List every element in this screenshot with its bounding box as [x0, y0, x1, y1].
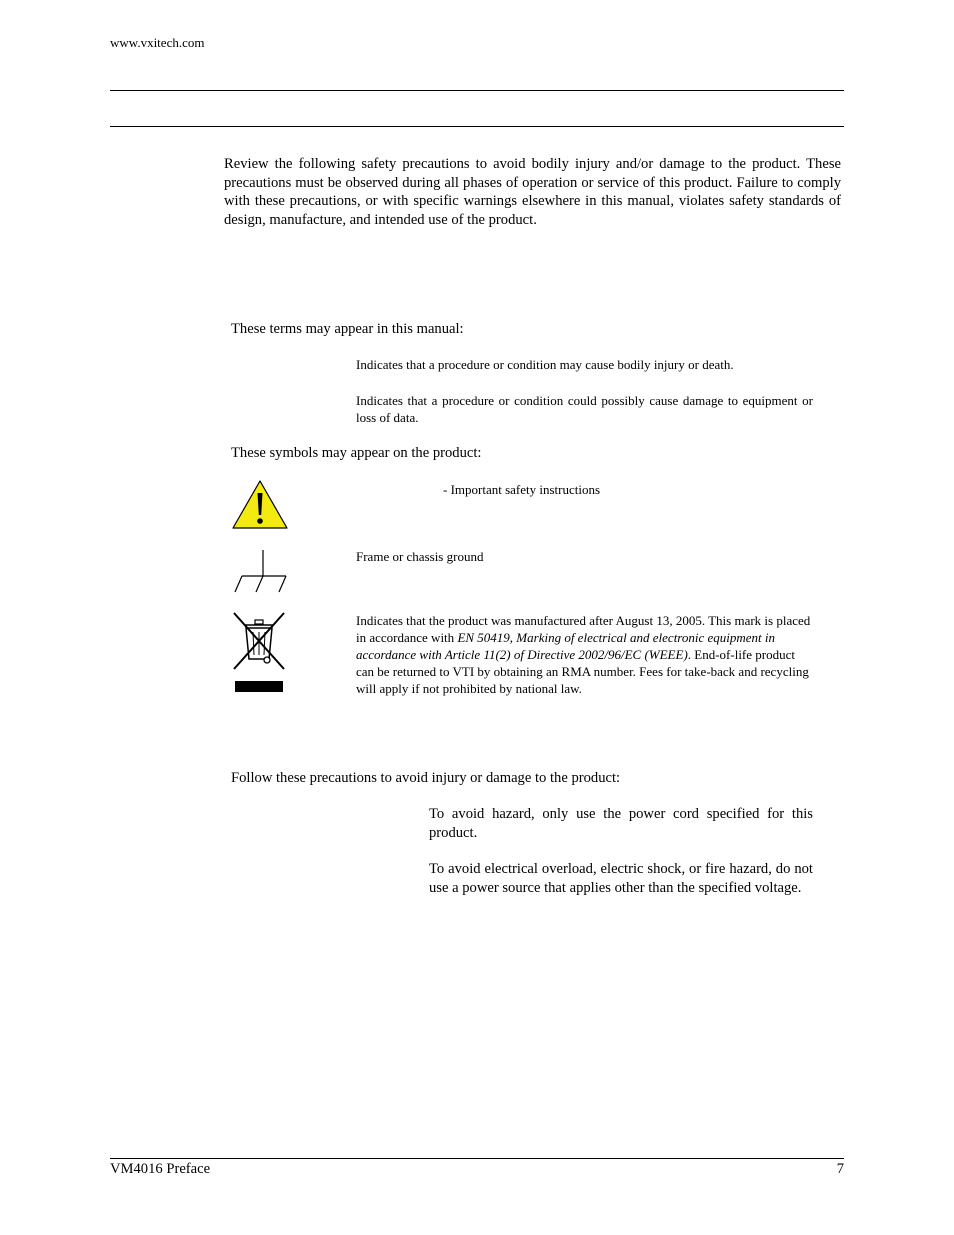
precautions-lead: Follow these precautions to avoid injury or damage to the product:: [231, 770, 621, 786]
header-rule-bottom: [110, 126, 844, 127]
warning-triangle-icon: [230, 479, 290, 531]
header-url: www.vxitech.com: [110, 35, 205, 50]
header-rule-top: [110, 90, 844, 91]
power-source-precaution: To avoid electrical overload, electric shock, or fire hazard, do not use a power source that applies other than the specified voltage.: [429, 861, 813, 896]
intro-paragraph: Review the following safety precautions to avoid bodily injury and/or damage to the product. These precautions must be observed during all phases of operation or service of this product. Failure to comply with these precautions, or with specific warnings elsewhere in this manual, violates safety standards of design, manufacture, and intended use of the product.: [224, 156, 841, 228]
weee-symbol-description: [356, 612, 813, 697]
power-cord-precaution: To avoid hazard, only use the power cord specified for this product.: [429, 806, 813, 841]
caution-definition: Indicates that a procedure or condition could possibly cause damage to equipment or loss of data.: [356, 393, 813, 425]
footer-rule: [110, 1158, 844, 1159]
page-number: 7: [836, 1161, 844, 1177]
weee-desc-standard: EN 50419, Marking of electrical and electronic equipment in accordance with Article 11(2) of Directive 2002/96/EC (WEEE): [356, 630, 776, 662]
terms-lead: These terms may appear in this manual:: [231, 321, 464, 337]
warning-definition: Indicates that a procedure or condition may cause bodily injury or death.: [356, 357, 734, 372]
weee-desc-part-1: Indicates that the product was manufactured after August 13, 2005. This mark is placed in accordance with: [356, 613, 811, 645]
crossed-bin-icon: [230, 611, 290, 693]
symbols-lead: These symbols may appear on the product:: [231, 445, 482, 461]
ground-symbol-description: Frame or chassis ground: [356, 549, 484, 564]
weee-desc-part-2: . End-of-life product can be returned to VTI by obtaining an RMA number. Fees for take-back and recycling will apply if not prohibited by national law.: [356, 647, 809, 696]
footer-title: VM4016 Preface: [110, 1161, 211, 1177]
chassis-ground-icon: [232, 548, 290, 594]
attention-symbol-description: - Important safety instructions: [443, 482, 601, 497]
